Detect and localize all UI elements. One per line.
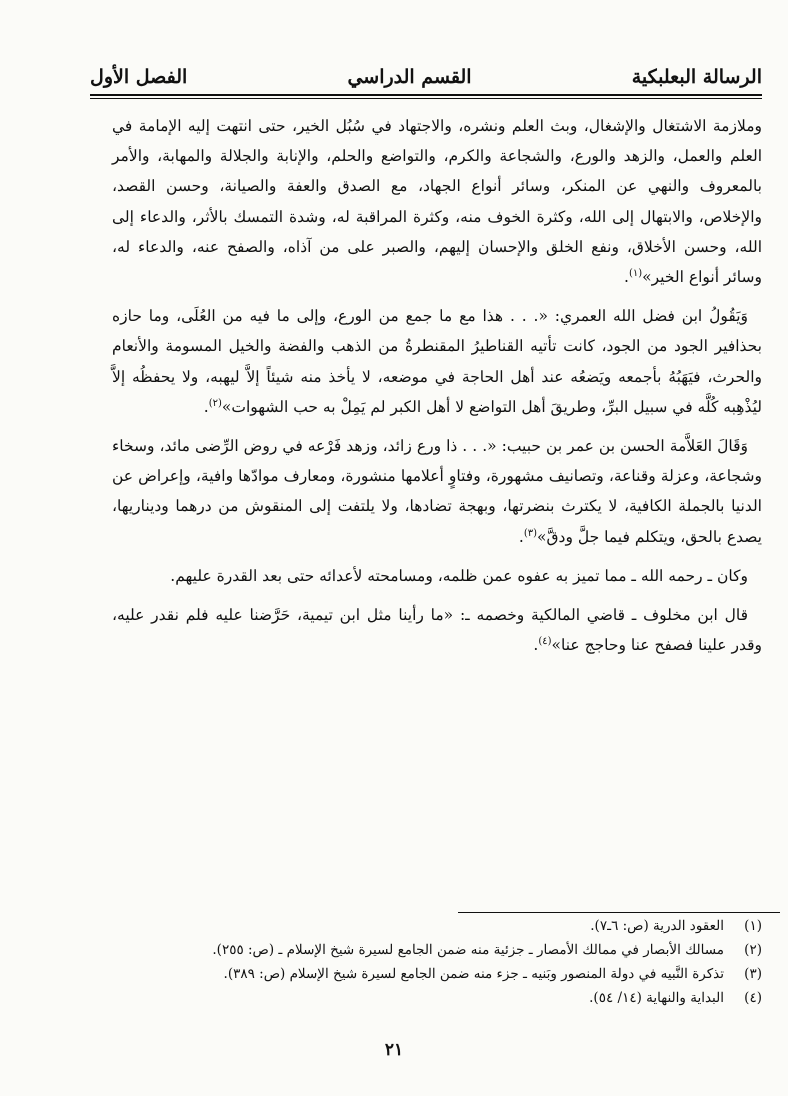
footnote-ref: (٣) bbox=[523, 527, 538, 539]
footnote: (١) العقود الدرية (ص: ٦ـ٧). bbox=[590, 918, 762, 934]
header-section-title: القسم الدراسي bbox=[347, 66, 472, 88]
page-number: ٢١ bbox=[384, 1040, 404, 1060]
header-rule-thick bbox=[90, 94, 762, 96]
header-chapter-title: الفصل الأول bbox=[90, 66, 188, 88]
main-text bbox=[112, 111, 762, 669]
paragraph: وملازمة الاشتغال والإشغال، وبث العلم ونشره، والاجتهاد في سُبُل الخير، حتى انتهت إليه الإمامة في العلم والعمل، والزهد والورع، والشجاعة والكرم، والتواضع والحلم، والإنابة والجلالة والمهابة، والأمر بالمعروف والنهي عن المنكر، وسائر أنواع الجهاد، مع الصدق والعفة والصيانة، وحسن القصد، والإخلاص، والابتهال إلى الله، وكثرة الخوف منه، وكثرة المراقبة له، وشدة التمسك بالأثر، والدعاء إلى الله، وحسن الأخلاق، ونفع الخلق والإحسان إليهم، والصبر على من آذاه، والصفح عنه، والدعاء له، وسائر أنواع الخير»$^{(١)}$. bbox=[112, 117, 762, 287]
footnote-ref: (١) bbox=[628, 267, 643, 279]
footnote: (٤) البداية والنهاية (١٤/ ٥٤). bbox=[589, 990, 762, 1006]
paragraph: وكان ـ رحمه الله ـ مما تميز به عفوه عمن ظلمه، ومسامحته لأعدائه حتى بعد القدرة عليهم. bbox=[170, 566, 748, 585]
running-header bbox=[90, 62, 762, 92]
footnotes bbox=[100, 914, 762, 1010]
footnote-ref: (٤) bbox=[538, 636, 552, 648]
paragraph: وَيَقُولُ ابن فضل الله العمري: «. . . هذا مع ما جمع من الورع، وإلى ما فيه من العُلَى، وما حازه بحذافير الجود من الجود، كانت تأتيه القناطيرُ المقنطرةُ من الذهب والفضة والخيل المسومة والأنعام والحرث، فيَهَبُهُ بأجمعه ويَضعُه عند أهل الحاجة في موضعه، لا يأخذ منه شيئاً إلاَّ ليهبه، ولا يحفظُه إلاَّ ليُذْهِبه كُلَّه في سبيل البرِّ، وطريقَ أهل التواضع لا أهل الكبر لم يَمِلْ به حب الشهوات»$^{(٢)}$. bbox=[112, 307, 762, 416]
paragraph: قال ابن مخلوف ـ قاضي المالكية وخصمه ـ: «ما رأينا مثل ابن تيمية، حَرَّضنا عليه فلم نقدر عليه، وقدر علينا فصفح عنا وحاجج عنا»$^{(٤)}$. bbox=[112, 606, 762, 655]
footnote-ref: (٢) bbox=[208, 397, 222, 409]
footnote-separator bbox=[458, 912, 780, 913]
footnote: (٢) مسالك الأبصار في ممالك الأمصار ـ جزئية منه ضمن الجامع لسيرة شيخ الإسلام ـ (ص: ٢٥٥). bbox=[212, 942, 762, 958]
header-rule-thin bbox=[90, 98, 762, 99]
header-book-title: الرسالة البعلبكية bbox=[631, 66, 762, 88]
footnote: (٣) تذكرة النَّبيه في دولة المنصور وبَنيه ـ جزء منه ضمن الجامع لسيرة شيخ الإسلام (ص: ٣٨٩). bbox=[223, 966, 762, 982]
paragraph: وَقَالَ العَلاَّمة الحسن بن عمر بن حبيب: «. . . ذا ورع زائد، وزهد فَرْعه في روض الرِّضى مائد، وسخاء وشجاعة، وعزلة وقناعة، وتصانيف مشهورة، وفتاوٍ أعلامها منشورة، ومعارف موادّها وافية، وإعراض عن الدنيا بالجملة الكافية، لا يكترث بنضرتها، وبهجة تضادها، ولا يلتفت إلى المنقوش من درهما وديناريها، يصدع بالحق، ويتكلم فيما جلَّ ودقَّ»$^{(٣)}$. bbox=[112, 437, 762, 546]
